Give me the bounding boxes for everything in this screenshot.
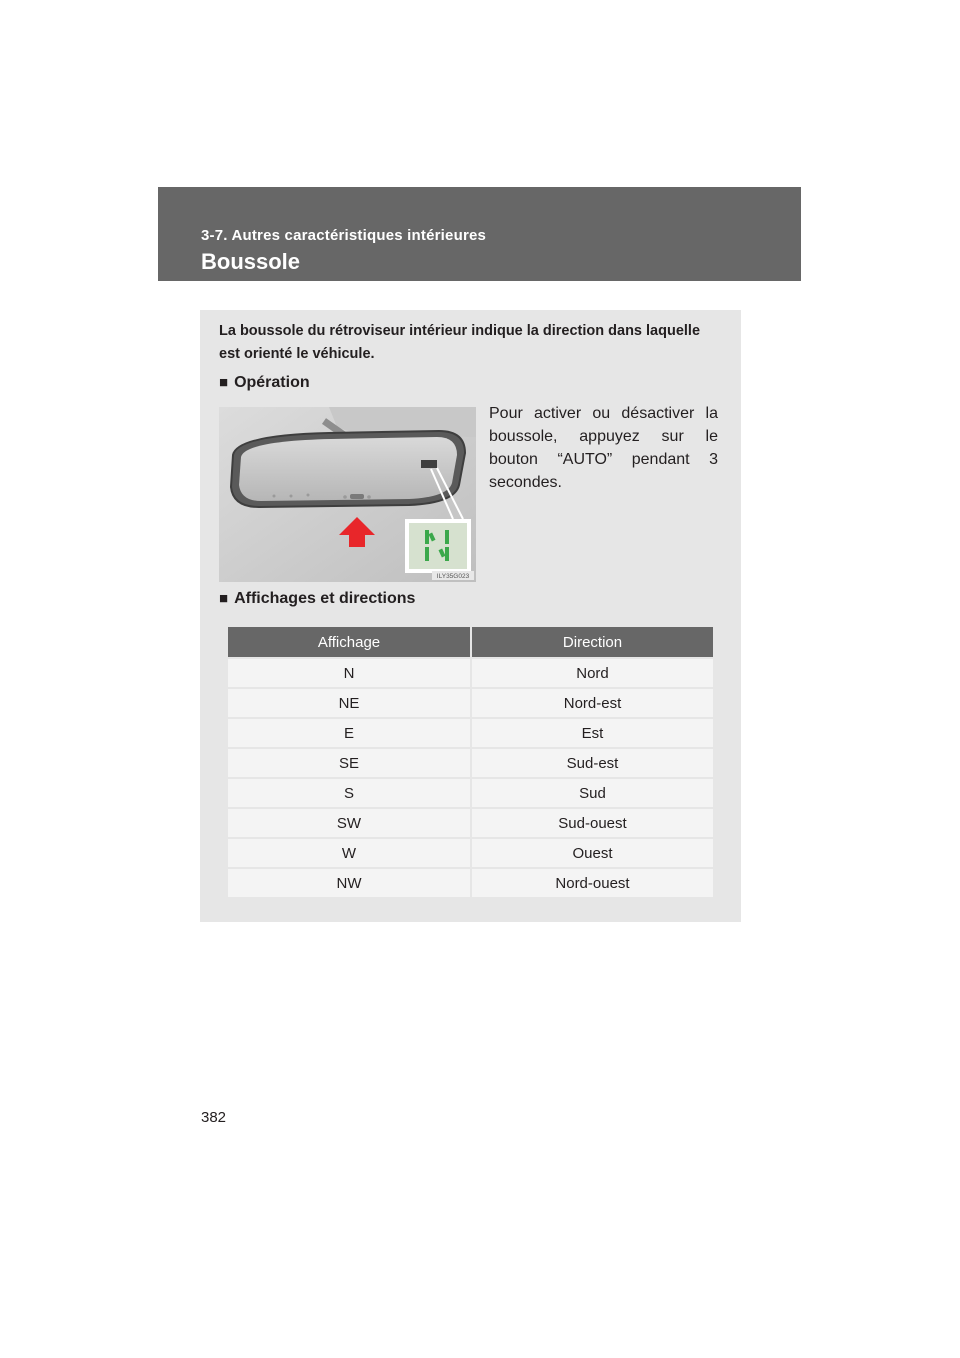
display-cell: SE [228, 749, 472, 779]
direction-cell: Ouest [472, 839, 713, 869]
directions-table [228, 627, 713, 899]
square-bullet-icon: ■ [219, 590, 229, 607]
direction-cell: Nord [472, 659, 713, 689]
display-cell: NW [228, 869, 472, 899]
direction-cell: Sud-ouest [472, 809, 713, 839]
operation-heading [219, 374, 310, 392]
displays-heading [219, 590, 415, 608]
display-cell: S [228, 779, 472, 809]
page-title: Boussole [201, 249, 301, 274]
display-cell: SW [228, 809, 472, 839]
column-header-direction: Direction [472, 627, 713, 659]
table-row [228, 869, 713, 899]
operation-text: Pour activer ou désactiver la boussole, appuyez sur le bouton “AUTO” pendant 3 secondes. [489, 405, 718, 491]
page-number: 382 [201, 1109, 227, 1126]
table-row [228, 719, 713, 749]
table-row [228, 779, 713, 809]
table-row [228, 839, 713, 869]
intro-text: La boussole du rétroviseur intérieur indique la direction dans laquelle est orienté le véhicule. [219, 323, 701, 362]
section-label: 3-7. Autres caractéristiques intérieures [201, 227, 487, 244]
mirror-illustration [219, 407, 476, 582]
content-panel [200, 310, 741, 922]
display-cell: W [228, 839, 472, 869]
direction-cell: Est [472, 719, 713, 749]
table-row [228, 659, 713, 689]
table-row [228, 749, 713, 779]
operation-heading-label: Opération [234, 374, 310, 391]
mirror-drawing [219, 407, 476, 582]
display-cell: N [228, 659, 472, 689]
direction-cell: Sud-est [472, 749, 713, 779]
table-header-row [228, 627, 713, 659]
display-cell: E [228, 719, 472, 749]
table-row [228, 809, 713, 839]
square-bullet-icon: ■ [219, 374, 229, 391]
direction-cell: Sud [472, 779, 713, 809]
direction-cell: Nord-est [472, 689, 713, 719]
displays-heading-label: Affichages et directions [234, 590, 416, 607]
section-header [158, 187, 801, 281]
table-row [228, 689, 713, 719]
column-header-display: Affichage [228, 627, 472, 659]
display-cell: NE [228, 689, 472, 719]
figure-code: ILY35G023 [436, 573, 470, 580]
direction-cell: Nord-ouest [472, 869, 713, 899]
